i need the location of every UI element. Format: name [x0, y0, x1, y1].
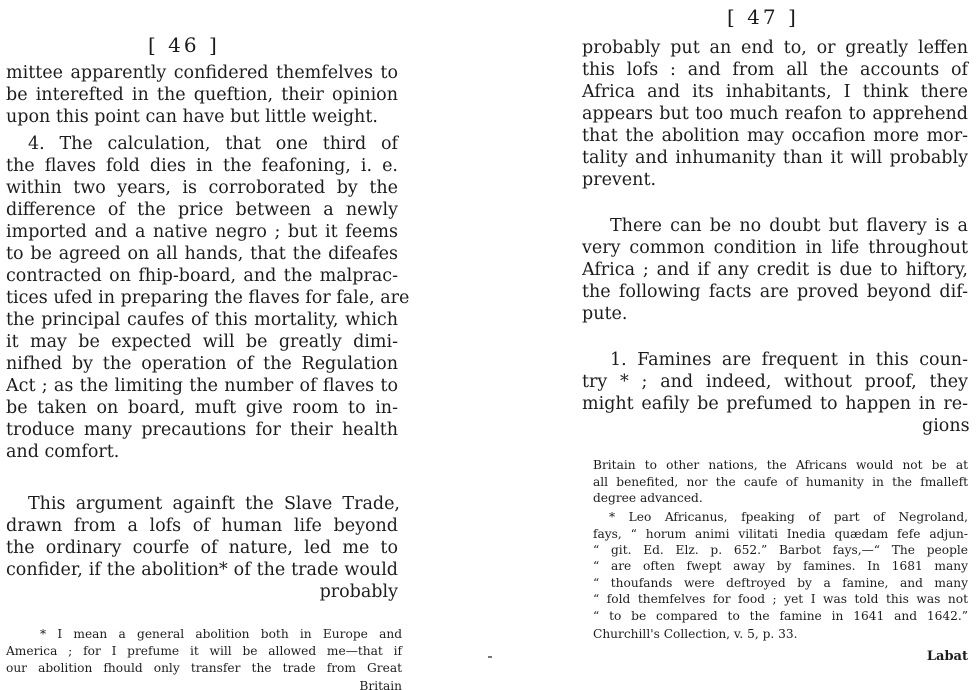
text-line: to be agreed on all hands, that the difeafes	[6, 244, 398, 264]
text-line: the principal caufes of this mortality, which	[6, 310, 398, 330]
text-line: might eafily be prefumed to happen in re-	[582, 394, 968, 414]
text-line: Africa and its inhabitants, I think there	[582, 82, 968, 102]
text-line: “ git. Ed. Elz. p. 652.” Barbot fays,—“ The people	[593, 543, 968, 557]
text-line: pute.	[582, 304, 628, 324]
text-line: Churchill's Collection, v. 5, p. 33.	[593, 627, 798, 641]
text-line: degree advanced.	[593, 491, 703, 505]
text-line: “ thoufands were deftroyed by a famine, and many	[593, 576, 968, 590]
text-line: * I mean a general abolition both in Europe and	[40, 627, 402, 641]
text-line: Act ; as the limiting the number of flaves to	[6, 376, 398, 396]
text-line: prevent.	[582, 170, 657, 190]
text-line: the ordinary courfe of nature, led me to	[6, 538, 398, 558]
text-line: be taken on board, muft give room to in-	[6, 398, 398, 418]
text-line: within two years, is corroborated by the	[6, 178, 398, 198]
text-line: contracted on fhip-board, and the malprac-	[6, 266, 398, 286]
text-line: mittee apparently confidered themfelves to	[6, 63, 398, 83]
text-line: that the abolition may occafion more mor-	[582, 126, 968, 146]
text-line: “ are often fwept away by famines. In 1681 many	[593, 559, 968, 573]
catchword: Labat	[926, 649, 968, 664]
text-line: Africa ; and if any credit is due to hiftory,	[582, 260, 968, 280]
text-line: tality and inhumanity than it will probably	[582, 148, 968, 168]
text-line: America ; for I prefume it will be allowed me—that if	[6, 644, 402, 658]
text-line: all benefited, nor the caufe of humanity in the fmalleft	[593, 475, 968, 489]
text-line: drawn from a lofs of human life beyond	[6, 516, 398, 536]
text-line: be interefted in the queftion, their opinion	[6, 85, 398, 105]
text-line: tices ufed in preparing the flaves for fale, are	[6, 288, 410, 308]
text-line: gions	[922, 416, 970, 436]
text-line: 1. Famines are frequent in this coun-	[610, 350, 968, 370]
text-line: nifhed by the operation of the Regulation	[6, 354, 398, 374]
text-line: and comfort.	[6, 442, 120, 462]
right-page	[490, 0, 980, 690]
text-line: the flaves fold dies in the feafoning, i. e.	[6, 156, 398, 176]
text-line: probably put an end to, or greatly leffen	[582, 38, 968, 58]
text-line: very common condition in life throughout	[582, 238, 968, 258]
text-line: There can be no doubt but flavery is a	[610, 216, 968, 236]
text-line: This argument againft the Slave Trade,	[28, 494, 400, 514]
text-line: our abolition fhould only transfer the trade from Great	[6, 661, 402, 675]
text-line: difference of the price between a newly	[6, 200, 398, 220]
text-line: upon this point can have but little weight.	[6, 107, 378, 127]
text-line: confider, if the abolition* of the trade would	[6, 560, 398, 580]
text-line: “ fold themfelves for food ; yet I was told this was not	[593, 592, 968, 606]
text-line: Britain to other nations, the Africans would not be at	[593, 458, 968, 472]
text-line: 4. The calculation, that one third of	[28, 134, 398, 154]
text-line: the following facts are proved beyond dif-	[582, 282, 968, 302]
text-line: Britain	[359, 679, 402, 690]
text-line: imported and a native negro ; but it feems	[6, 222, 398, 242]
text-line: troduce many precautions for their health	[6, 420, 398, 440]
text-line: “ to be compared to the famine in 1641 and 1642.”	[593, 609, 968, 623]
text-line: try * ; and indeed, without proof, they	[582, 372, 968, 392]
page-number: [ 47 ]	[727, 5, 799, 29]
text-line: fays, “ horum animi vilitati Inedia quædam fefe adjun-	[593, 527, 968, 541]
text-line: * Leo Africanus, fpeaking of part of Negroland,	[609, 510, 968, 524]
text-line: this lofs : and from all the accounts of	[582, 60, 968, 80]
text-line: appears but too much reafon to apprehend	[582, 104, 968, 124]
text-line: it may be expected will be greatly dimi-	[6, 332, 398, 352]
page-number: [ 46 ]	[148, 33, 220, 57]
text-line: probably	[319, 582, 398, 602]
